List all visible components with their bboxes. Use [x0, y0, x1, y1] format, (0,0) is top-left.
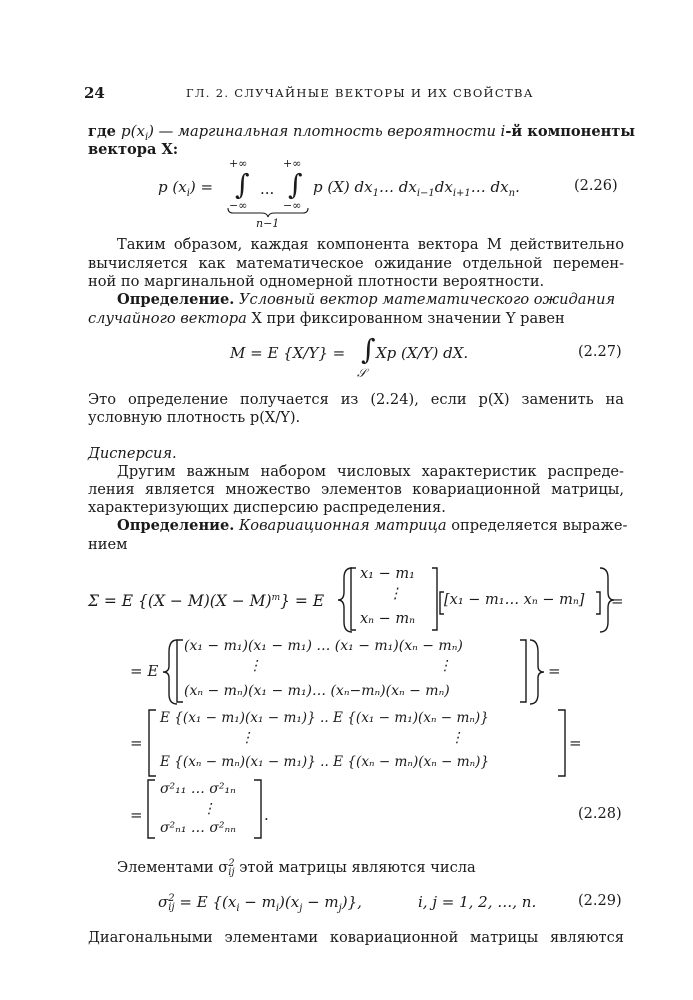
eq227-number: (2.27): [578, 344, 622, 360]
eq229-number: (2.29): [578, 893, 622, 909]
eq226-int-lower-1: −∞: [229, 199, 248, 212]
math-i: i: [500, 122, 506, 140]
definition-1-line2: случайного вектора X при фиксированном значении Y равен: [88, 310, 565, 327]
eq228-row2-d2: ⋮: [438, 658, 452, 674]
eq228-row2-r1: (x₁ − m₁)(x₁ − m₁) … (x₁ − m₁)(xₙ − mₙ): [184, 638, 463, 654]
paragraph-2-line2: вычисляется как математическое ожидание отдельной перемен-: [88, 255, 624, 272]
definition-1-line1: Определение. Условный вектор математического ожидания: [117, 291, 616, 308]
eq228-number: (2.28): [578, 806, 622, 822]
eq227-int-lower: 𝒮: [357, 366, 367, 380]
eq226-body: p (X) $dx_1\dots$ $dx_{i-1}dx_{i+1}\dots$ $dx_n$.: [313, 178, 520, 199]
page-number: 24: [84, 84, 105, 102]
eq228-row2-lead: = E: [130, 662, 159, 680]
paragraph-3-line2: условную плотность p(X/Y).: [88, 409, 301, 426]
paragraph-6-line1: Диагональными элементами ковариационной матрицы являются: [88, 929, 624, 946]
text-where: где: [88, 123, 122, 140]
eq228-row4-r3: σ²ₙ₁ … σ²ₙₙ: [160, 820, 236, 836]
definition-label: Определение.: [117, 291, 235, 308]
eq226-brace-label: n−1: [256, 217, 280, 230]
text-marginal-density: — маргинальная плотность вероятности: [154, 123, 501, 140]
eq226-number: (2.26): [574, 178, 618, 194]
eq228-row1-row-vector: [x₁ − m₁… xₙ − mₙ]: [444, 592, 585, 608]
eq226-lhs: p $(x_i)$ =: [158, 178, 214, 199]
paragraph-5: Элементами σ 2 ij этой матрицы являются числа: [117, 858, 476, 878]
eq227-integral: ∫: [361, 333, 376, 366]
eq228-row4-r1: σ²₁₁ … σ²₁ₙ: [160, 781, 236, 797]
eq228-row4-lead: =: [130, 806, 143, 824]
eq228-row3-lead: =: [130, 734, 143, 752]
definition-label: Определение.: [117, 517, 235, 534]
eq228-row3-d2: ⋮: [450, 730, 464, 746]
eq228-row1-vec-bot: xₙ − mₙ: [360, 611, 416, 627]
eq226-integral-1: ∫: [235, 168, 250, 201]
eq228-row3-d1: ⋮: [240, 730, 254, 746]
eq228-row3-eq: =: [569, 734, 582, 752]
eq228-row4-d: ⋮: [202, 801, 216, 817]
eq226-integral-2: ∫: [288, 168, 303, 201]
eq226-dots: ...: [260, 180, 275, 198]
eq228-row2-d1: ⋮: [248, 658, 262, 674]
eq228-row2-eq: =: [548, 662, 561, 680]
paragraph-2-line1: Таким образом, каждая компонента вектора M действительно: [117, 236, 624, 253]
eq228-row1-lhs: Σ = E $\{(X - M)(X - M)^т\} = E$: [88, 592, 325, 610]
paragraph-4-line3: характеризующих дисперсию распределения.: [88, 499, 446, 516]
paragraph-4-line2: ления является множество элементов ковариационной матрицы,: [88, 481, 624, 498]
eq229-condition: i, j = 1, 2, …, n.: [418, 893, 537, 911]
eq229-formula: σ 2 ij = E $\{(x_i - m_i)(x_j - m_j)\}$,: [158, 893, 362, 914]
eq228-row1-vec-dots: ⋮: [388, 586, 403, 602]
eq226-int-lower-2: −∞: [283, 199, 302, 212]
eq227-body: Xp (X/Y) dX.: [376, 344, 469, 362]
eq228-row1-vec-top: x₁ − m₁: [360, 566, 415, 582]
definition-2-line1: Определение. Ковариационная матрица определяется выраже-: [117, 517, 628, 534]
eq228-row1-eq: =: [611, 592, 624, 610]
paragraph-4-line1: Другим важным набором числовых характеристик распреде-: [117, 463, 624, 480]
paragraph-3-line1: Это определение получается из (2.24), если p(X) заменить на: [88, 391, 624, 408]
running-title: ГЛ. 2. СЛУЧАЙНЫЕ ВЕКТОРЫ И ИХ СВОЙСТВА: [186, 86, 534, 100]
section-title-dispersion: Дисперсия.: [88, 445, 177, 462]
text-component: -й компоненты: [505, 123, 635, 140]
eq226-int-upper-2: +∞: [283, 157, 302, 170]
eq226-int-upper-1: +∞: [229, 157, 248, 170]
eq228-row2-r3: (xₙ − mₙ)(x₁ − m₁)… (xₙ−mₙ)(xₙ − mₙ): [184, 683, 450, 699]
paragraph-marginal-density-line2: вектора X:: [88, 141, 179, 158]
definition-2-line2: нием: [88, 536, 128, 553]
eq227-text: M = E {X/Y} =: [230, 344, 346, 362]
eq228-row3-r3: E {(xₙ − mₙ)(x₁ − m₁)} .. E {(xₙ − mₙ)(xₙ − mₙ)}: [160, 754, 490, 770]
eq228-row3-r1: E {(x₁ − m₁)(x₁ − m₁)} .. E {(x₁ − m₁)(xₙ − mₙ)}: [160, 710, 489, 726]
paragraph-2-line3: ной по маргинальной одномерной плотности вероятности.: [88, 273, 545, 290]
eq228-row4-dot: .: [264, 806, 269, 824]
math-p-xi: $p(x_i)$: [121, 122, 155, 143]
